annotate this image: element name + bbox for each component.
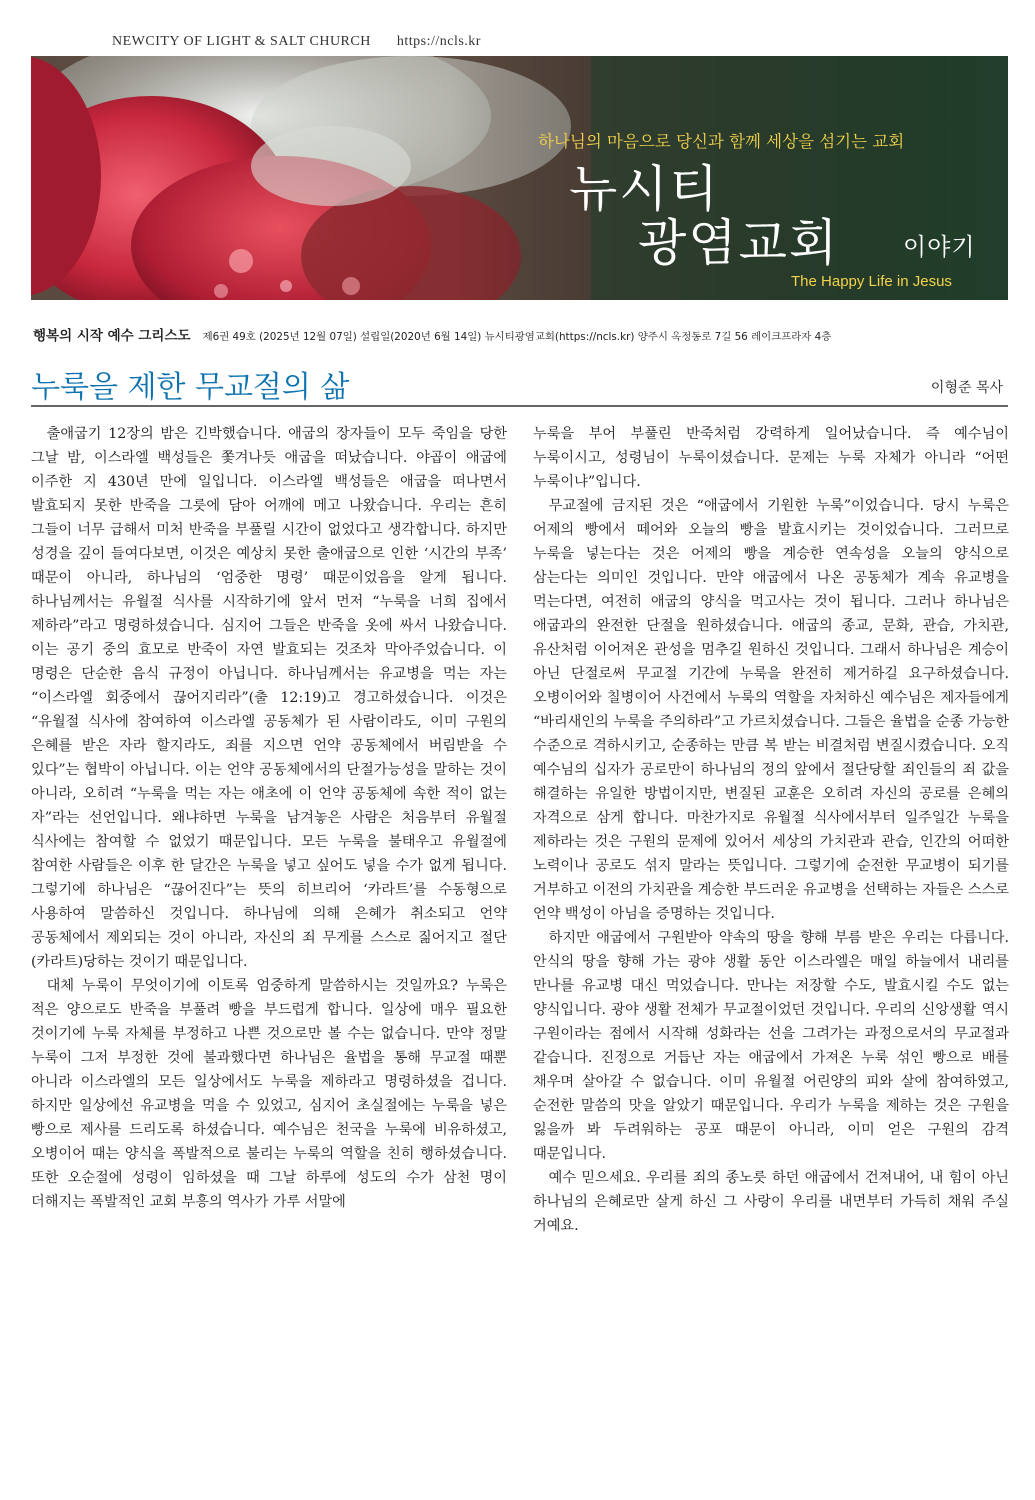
paragraph: 대체 누룩이 무엇이기에 이토록 엄중하게 말씀하시는 것일까요? 누룩은 적은 양으로도 반죽을 부풀려 빵을 부드럽게 합니다. 일상에 매우 필요한 것이기에 누룩 자체를 부정하고 나쁜 것으로만 볼 수는 없습니다. 만약 정말 누룩이 그저 부정한 것에 불과했다면 하나님은 율법을 통해 무교절 때뿐 아니라 이스라엘의 모든 일상에서도 누룩을 제하라고 명령하셨을 겁니다. 하지만 일상에선 유교병을 먹을 수 있었고, 심지어 초실절에는 누룩을 넣은 빵으로 제사를 드리도록 하셨습니다. 예수님은 천국을 누룩에 비유하셨고, 오병이어 때는 양식을 폭발적으로 불리는 누룩의 역할을 친히 행하셨습니다. 또한 오순절에 성령이 임하셨을 때 그날 하루에 성도의 수가 삼천 명이 더해지는 폭발적인 교회 부흥의 역사가 가루 서말에 [31, 978, 507, 1210]
paragraph: 하지만 애굽에서 구원받아 약속의 땅을 향해 부름 받은 우리는 다릅니다. 안식의 땅을 향해 가는 광야 생활 동안 이스라엘은 매일 하늘에서 내리를 만나를 유교병 대신 먹었습니다. 만나는 저장할 수도, 발효시킬 수도 없는 양식입니다. 광야 생활 전체가 무교절이었던 것입니다. 우리의 신앙생활 역시 구원이라는 점에서 시작해 성화라는 선을 그려가는 과정으로서의 무교절과 같습니다. 진정으로 거듭난 자는 애굽에서 가져온 누룩 섞인 빵으로 배를 채우며 살아갈 수 없습니다. 이미 유월절 어린양의 피와 살에 참여하였고, 순전한 말씀의 맛을 알았기 때문입니다. 우리가 누룩을 제하는 것은 구원을 잃을까 봐 두려워하는 공포 때문이 아니라, 이미 얻은 구원의 감격 때문입니다. [533, 930, 1009, 1162]
banner-title-line1: 뉴시티 [569, 160, 720, 218]
church-name-en: NEWCITY OF LIGHT & SALT CHURCH [112, 34, 371, 49]
paragraph: 누룩을 부어 부풀린 반죽처럼 강력하게 일어났습니다. 즉 예수님이 누룩이시고, 성령님이 누룩이셨습니다. 문제는 누룩 자체가 아니라 “어떤 누룩이냐”입니다. [533, 426, 1009, 490]
issue-details: 제6권 49호 (2025년 12월 07일) 설립일(2020년 6월 14일) 뉴시티광염교회(https://ncls.kr) 양주시 옥정동로 7길 56 레이크프라자 4층 [202, 331, 832, 343]
issue-info-bar [33, 324, 1008, 344]
paragraph: 예수 믿으세요. 우리를 죄의 종노릇 하던 애굽에서 건져내어, 내 힘이 아닌 하나님의 은혜로만 살게 하신 그 사랑이 우리를 내면부터 가득히 채워 주실 거예요. [533, 1170, 1009, 1234]
title-divider [31, 405, 1008, 407]
motto: 행복의 시작 예수 그리스도 [33, 328, 191, 344]
article-column-left [31, 422, 507, 1482]
banner-subtitle-en: The Happy Life in Jesus [791, 273, 952, 290]
header-banner [31, 56, 1008, 300]
banner-photo [31, 56, 1008, 300]
article-author: 이형준 목사 [930, 380, 1003, 396]
article-title: 누룩을 제한 무교절의 삶 [31, 370, 350, 405]
paragraph: 무교절에 금지된 것은 “애굽에서 기원한 누룩”이었습니다. 당시 누룩은 어제의 빵에서 떼어와 오늘의 빵을 발효시키는 것이었습니다. 그러므로 누룩을 넣는다는 것은 어제의 빵을 계승한 연속성을 오늘의 양식으로 삼는다는 의미인 것입니다. 만약 애굽에서 나온 공동체가 계속 유교병을 먹는다면, 여전히 애굽의 양식을 먹고사는 것이 됩니다. 그러나 하나님은 애굽과의 완전한 단절을 원하셨습니다. 애굽의 종교, 문화, 관습, 가치관, 유산처럼 이어져온 관성을 멈추길 원하신 것입니다. 그래서 하나님은 계승이 아닌 단절로써 무교절 기간에 누룩을 완전히 제거하길 요구하셨습니다. 오병이어와 칠병이어 사건에서 누룩의 역할을 자처하신 예수님은 제자들에게 “바리새인의 누룩을 주의하라”고 가르치셨습니다. 그들은 율법을 순종 가능한 수준으로 격하시키고, 순종하는 만큼 복 받는 비결처럼 변질시켰습니다. 오직 예수님의 십자가 공로만이 하나님의 정의 앞에서 절단당할 죄인들의 죄 값을 해결하는 유일한 방법이지만, 변질된 교훈은 오히려 자신의 공로를 은혜의 자격으로 삼게 합니다. 마찬가지로 유월절 식사에서부터 일주일간 누룩을 제하라는 것은 구원의 문제에 있어서 세상의 가치관과 관습, 인간의 어떠한 노력이나 공로도 섞지 말라는 뜻입니다. 그렇기에 순전한 무교병이 되기를 거부하고 이전의 가치관을 계승한 부드러운 유교병을 선택하는 자들은 스스로 언약 백성이 아님을 증명하는 것입니다. [533, 498, 1009, 922]
article-column-right [533, 422, 1009, 1482]
banner-title-line2: 광염교회 [638, 214, 840, 272]
website-url[interactable]: https://ncls.kr [396, 34, 481, 49]
masthead-topline [112, 34, 481, 50]
paragraph: 출애굽기 12장의 밤은 긴박했습니다. 애굽의 장자들이 모두 죽임을 당한 그날 밤, 이스라엘 백성들은 쫓겨나듯 애굽을 떠났습니다. 야곱이 애굽에 이주한 지 430년 만에 일입니다. 이스라엘 백성들은 애굽을 떠나면서 발효되지 못한 반죽을 그릇에 담아 어깨에 메고 나왔습니다. 우리는 흔히 그들이 너무 급해서 미처 반죽을 부풀릴 시간이 없었다고 생각합니다. 하지만 성경을 깊이 들여다보면, 이것은 예상치 못한 출애굽으로 인한 ‘시간의 부족’ 때문이 아니라, 하나님의 ‘엄중한 명령’ 때문이었음을 알게 됩니다. 하나님께서는 유월절 식사를 시작하기에 앞서 먼저 “누룩을 너희 집에서 제하라”라고 명령하셨습니다. 심지어 그들은 반죽을 옷에 싸서 나왔습니다. 이는 공기 중의 효모로 반죽이 자연 발효되는 것조차 막아주었습니다. 이 명령은 단순한 음식 규정이 아닙니다. 하나님께서는 유교병을 먹는 자는 “이스라엘 회중에서 끊어지리라”(출 12:19)고 경고하셨습니다. 이것은 “유월절 식사에 참여하여 이스라엘 공동체가 된 사람이라도, 이미 구원의 은혜를 받은 자라 할지라도, 죄를 지으면 언약 공동체에서 버림받을 수 있다”는 협박이 아닙니다. 이는 언약 공동체에서의 단절가능성을 말하는 것이 아니라, 오히려 “누룩을 먹는 자는 애초에 이 언약 공동체에 속한 적이 없는 자”라는 선언입니다. 왜냐하면 누룩을 남겨놓은 사람은 처음부터 유월절 식사에는 참여할 수 없었기 때문입니다. 모든 누룩을 불태우고 유월절에 참여한 사람들은 이후 한 달간은 누룩을 넣고 싶어도 넣을 수가 없게 됩니다. 그렇기에 하나님은 “끊어진다”는 뜻의 히브리어 ‘카라트’를 수동형으로 사용하여 말씀하신 것입니다. 하나님에 의해 은혜가 취소되고 언약 공동체에서 제외되는 것이 아니라, 자신의 죄 무게를 스스로 짊어지고 절단(카라트)당하는 것이기 때문입니다. [31, 426, 507, 970]
banner-title-suffix: 이야기 [903, 233, 976, 261]
banner-slogan: 하나님의 마음으로 당신과 함께 세상을 섬기는 교회 [538, 132, 905, 151]
